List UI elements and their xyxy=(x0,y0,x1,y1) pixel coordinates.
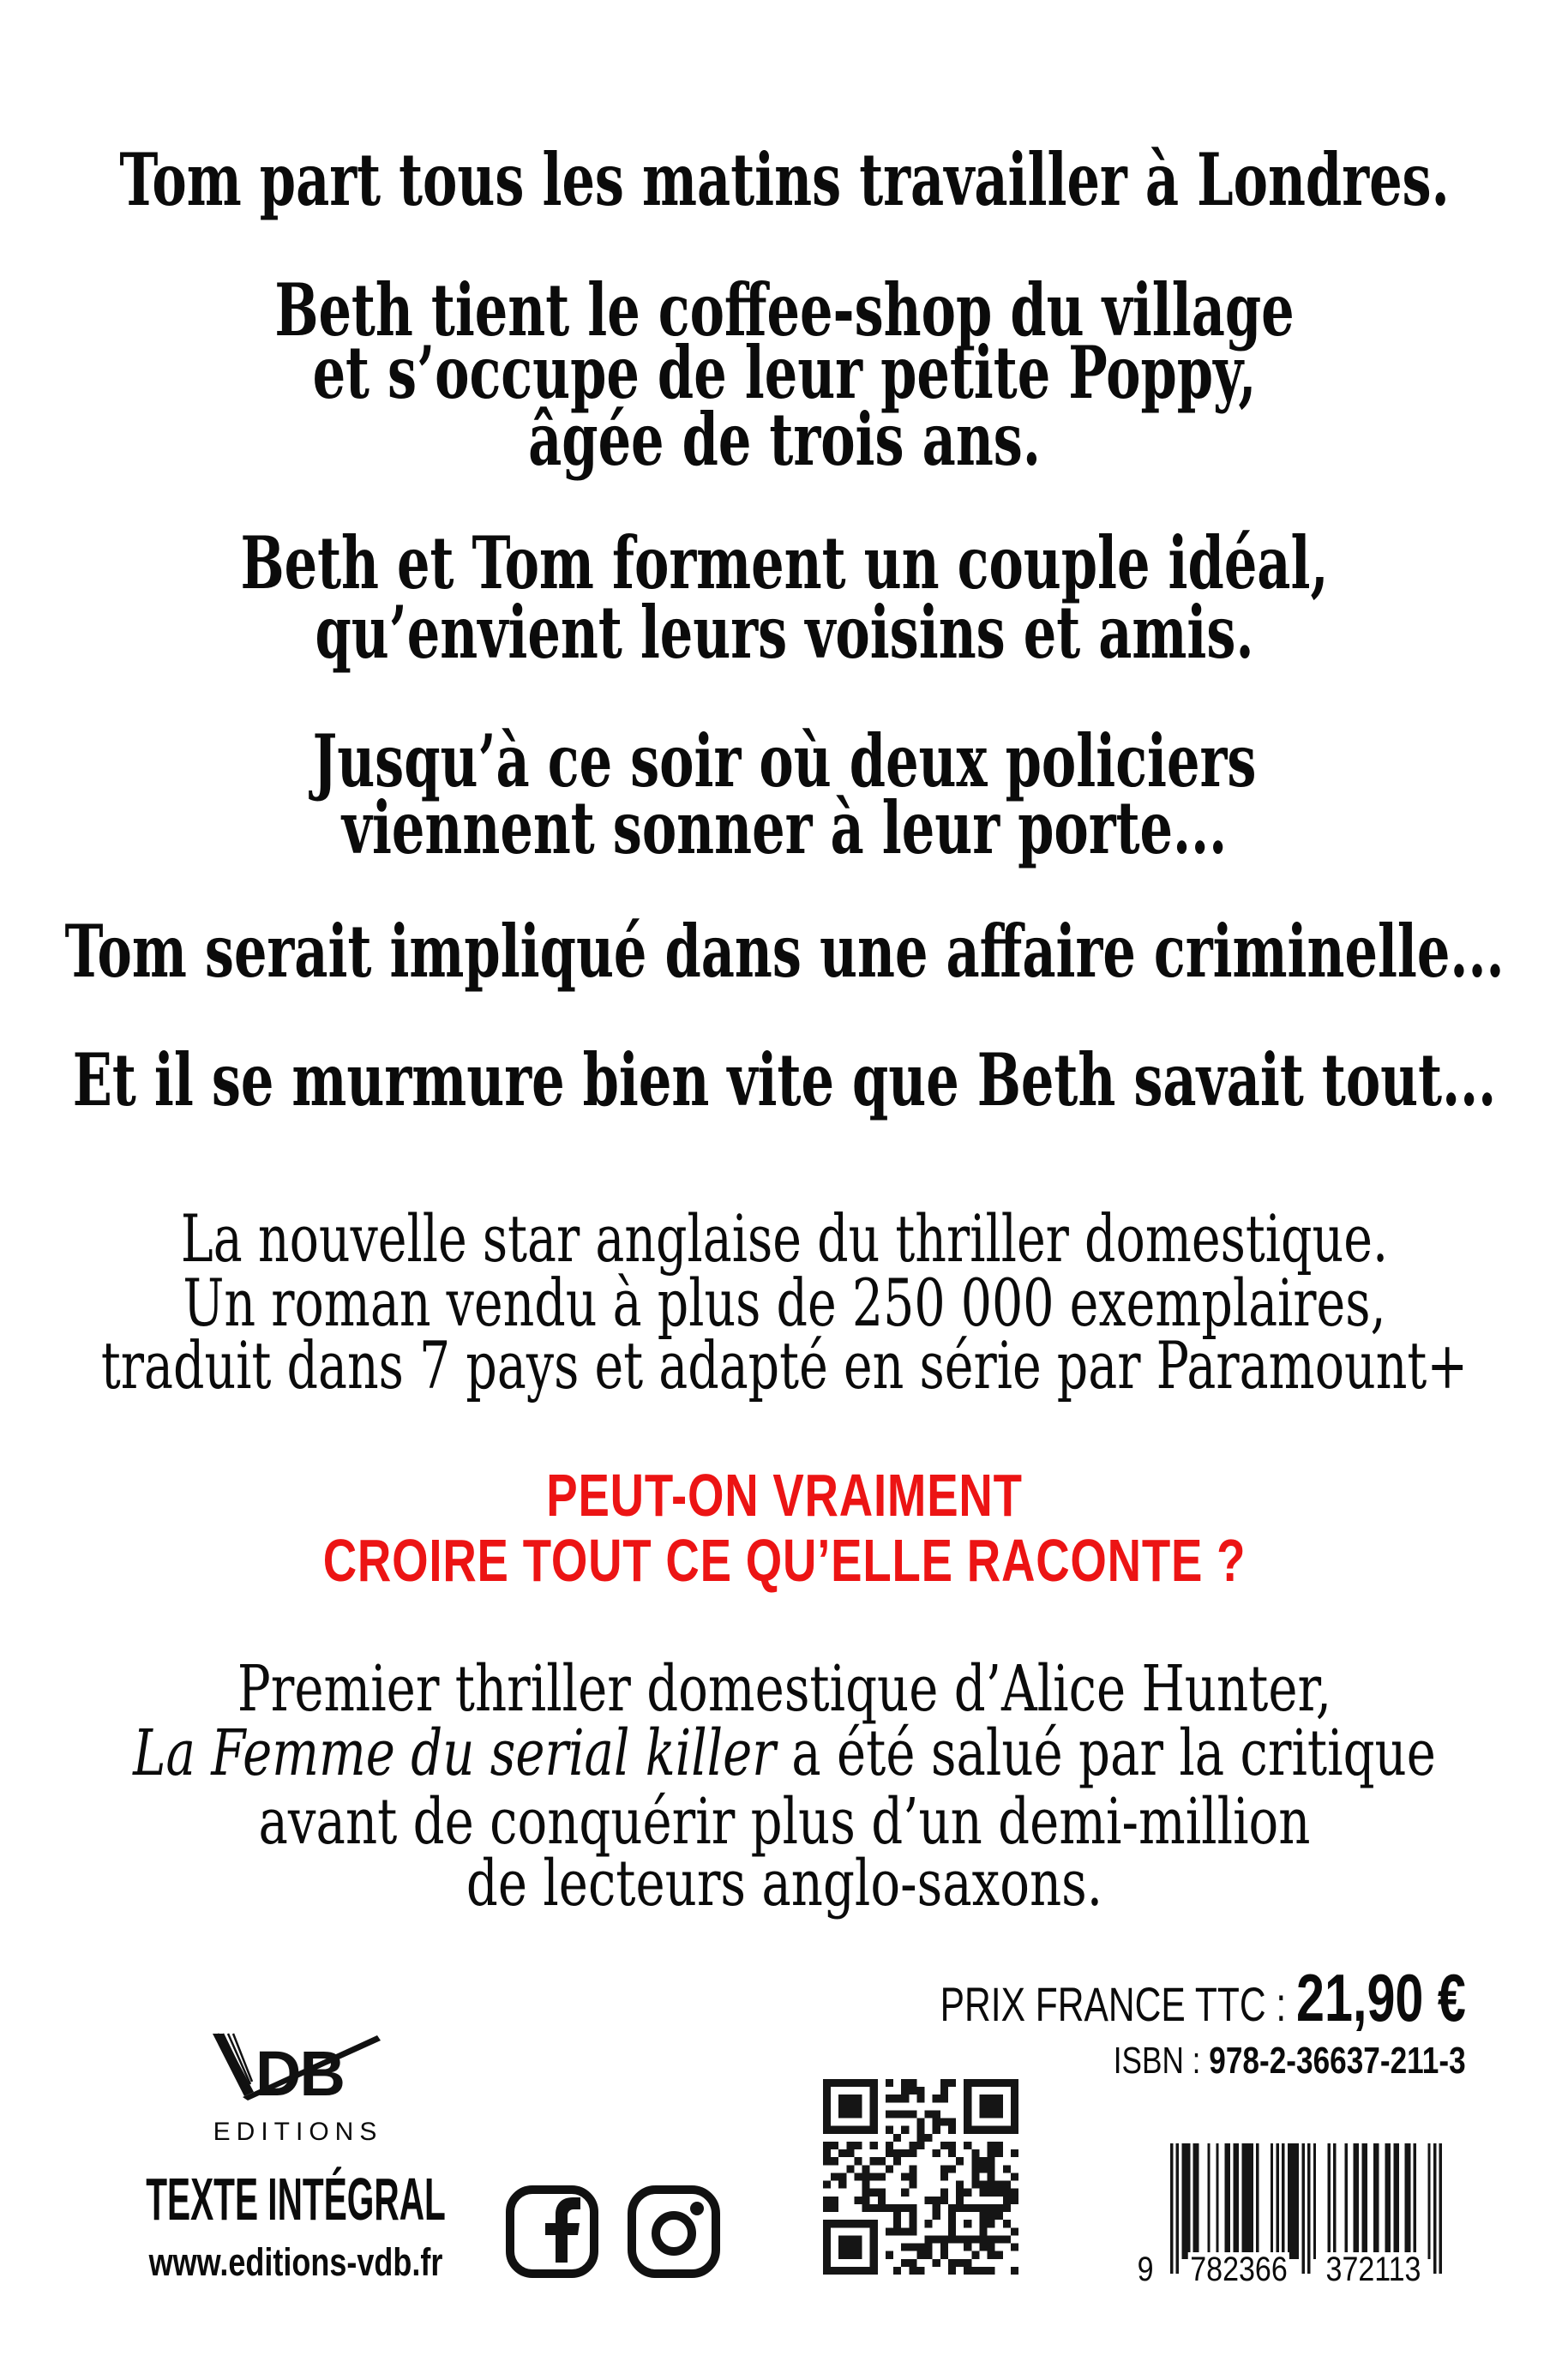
texte-integral-label: TEXTE INTÉGRAL xyxy=(146,2166,446,2233)
synopsis-line: Tom serait impliqué dans une affaire criminelle... xyxy=(63,909,1505,994)
tagline-line: CROIRE TOUT CE QU’ELLE RACONTE ? xyxy=(322,1527,1246,1594)
synopsis-line: âgée de trois ans. xyxy=(527,397,1041,482)
isbn-line xyxy=(1114,2042,1466,2080)
qr-code xyxy=(823,2077,1018,2276)
marketing-line: La nouvelle star anglaise du thriller domestique. xyxy=(180,1200,1388,1277)
instagram-icon xyxy=(626,2184,722,2280)
synopsis-line: et s’occupe de leur petite Poppy, xyxy=(312,330,1256,415)
synopsis-line: Tom part tous les matins travailler à Londres. xyxy=(118,137,1450,222)
author-note-line: de lecteurs anglo-saxons. xyxy=(466,1847,1102,1920)
facebook-icon xyxy=(504,2184,600,2280)
barcode-digit-first: 9 xyxy=(1135,2252,1156,2287)
synopsis-line: qu’envient leurs voisins et amis. xyxy=(314,590,1254,675)
barcode-digits-right: 372113 xyxy=(1324,2252,1423,2287)
isbn-label: ISBN : xyxy=(1114,2040,1210,2082)
author-note-line xyxy=(132,1716,1436,1790)
price-value: 21,90 € xyxy=(1296,1960,1466,2035)
marketing-line: traduit dans 7 pays et adapté en série par Paramount+ xyxy=(100,1327,1468,1403)
editions-label: EDITIONS xyxy=(213,2118,383,2146)
synopsis-line: Et il se murmure bien vite que Beth savait tout... xyxy=(72,1037,1496,1122)
author-note-line: Premier thriller domestique d’Alice Hunter, xyxy=(237,1652,1331,1726)
tagline-line: PEUT-ON VRAIMENT xyxy=(545,1462,1023,1529)
vdb-logo-icon xyxy=(204,2030,386,2116)
price-line xyxy=(940,1960,1466,2035)
marketing-line: Un roman vendu à plus de 250 000 exemplaires, xyxy=(182,1265,1386,1341)
publisher-website: www.editions-vdb.fr xyxy=(148,2240,443,2284)
synopsis-line: Beth et Tom forment un couple idéal, xyxy=(239,520,1329,605)
svg-text:DB: DB xyxy=(255,2038,344,2109)
synopsis-line: viennent sonner à leur porte... xyxy=(341,785,1227,870)
author-note-text: a été salué par la critique xyxy=(775,1716,1436,1790)
vdb-logo xyxy=(204,2030,386,2116)
synopsis-line: Jusqu’à ce soir où deux policiers xyxy=(312,718,1256,803)
synopsis-line: Beth tient le coffee-shop du village xyxy=(273,267,1295,352)
author-note-line: avant de conquérir plus d’un demi-million xyxy=(258,1785,1310,1859)
price-label: PRIX FRANCE TTC : xyxy=(940,1977,1297,2031)
isbn-value: 978-2-36637-211-3 xyxy=(1209,2040,1466,2082)
barcode-digits-left: 782366 xyxy=(1188,2252,1290,2287)
book-title-italic: La Femme du serial killer xyxy=(132,1716,776,1790)
